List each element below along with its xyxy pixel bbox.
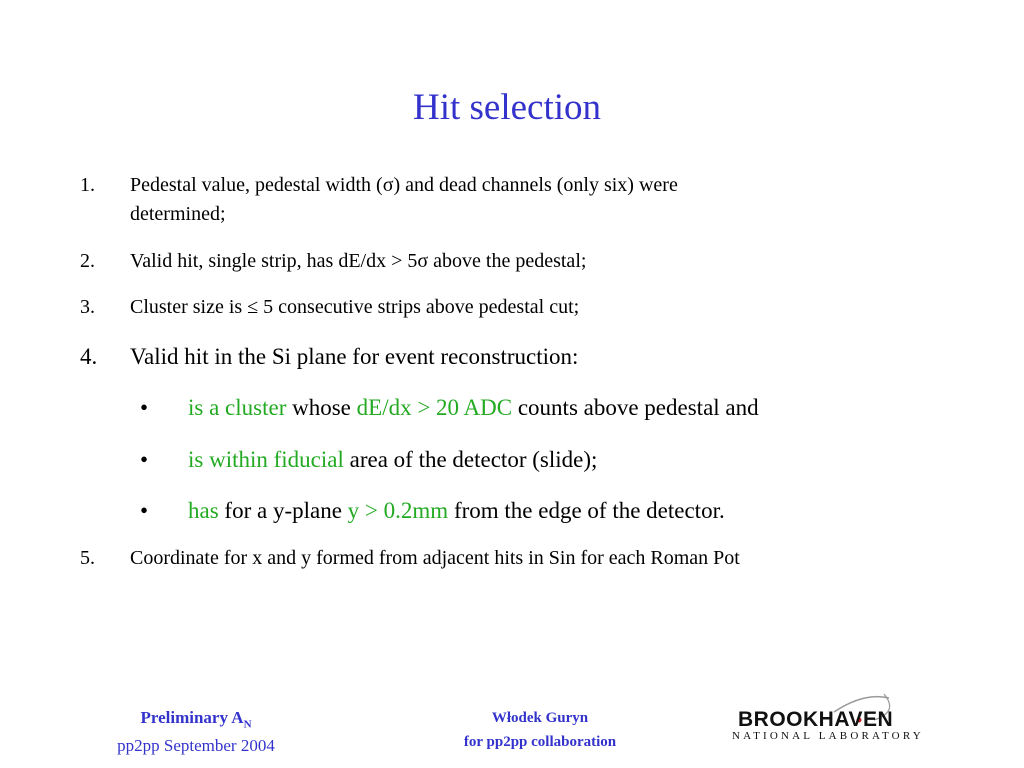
item-text: [130, 171, 870, 229]
item-number: 4.: [80, 344, 98, 369]
plain-text: area of the detector (slide);: [343, 447, 598, 472]
item-text: Valid hit in the Si plane for event reconstruction:: [130, 344, 579, 369]
footer-preliminary-label: Preliminary A: [140, 708, 244, 727]
plain-text: from the edge of the detector.: [448, 498, 725, 523]
slide-title: Hit selection: [412, 87, 602, 128]
item-number: 5.: [80, 547, 95, 569]
highlight-text: y > 0.2mm: [347, 498, 449, 523]
sub-item-text: [188, 496, 725, 526]
item-line: Pedestal value, pedestal width (σ) and dead channels (only six) were: [130, 174, 678, 196]
item-line: determined;: [130, 203, 226, 225]
item-number: 1.: [80, 174, 95, 196]
plain-text: whose: [286, 395, 357, 420]
item-text: Coordinate for x and y formed from adjacent hits in Sin for each Roman Pot: [130, 547, 740, 569]
plain-text: for a y-plane: [218, 498, 348, 523]
logo-wordmark: BROOKHAVEN: [738, 708, 894, 731]
bullet-icon: •: [140, 447, 149, 472]
sub-item-text: [188, 445, 597, 475]
item-number: 3.: [80, 296, 95, 318]
brookhaven-logo: [724, 690, 934, 750]
logo-subtitle: NATIONAL LABORATORY: [732, 730, 924, 742]
plain-text: counts above pedestal and: [512, 395, 759, 420]
author-name: Włodek Guryn: [491, 710, 589, 726]
footer-left: [96, 707, 296, 757]
item-number: 2.: [80, 250, 95, 272]
item-text: Cluster size is ≤ 5 consecutive strips above pedestal cut;: [130, 296, 580, 318]
highlight-text: has: [188, 498, 219, 523]
item-text: Valid hit, single strip, has dE/dx > 5σ above the pedestal;: [130, 250, 587, 272]
footer-subscript: N: [243, 718, 252, 731]
bullet-icon: •: [140, 498, 149, 523]
highlight-text: dE/dx > 20 ADC: [356, 395, 513, 420]
highlight-text: is a cluster: [188, 395, 287, 420]
footer-preliminary: [96, 707, 296, 735]
highlight-text: is within fiducial: [188, 447, 344, 472]
bullet-icon: •: [140, 395, 149, 420]
footer-author: [440, 706, 640, 754]
sub-item-text: [188, 393, 759, 423]
author-collaboration: for pp2pp collaboration: [463, 734, 617, 750]
footer-date: pp2pp September 2004: [117, 736, 275, 756]
